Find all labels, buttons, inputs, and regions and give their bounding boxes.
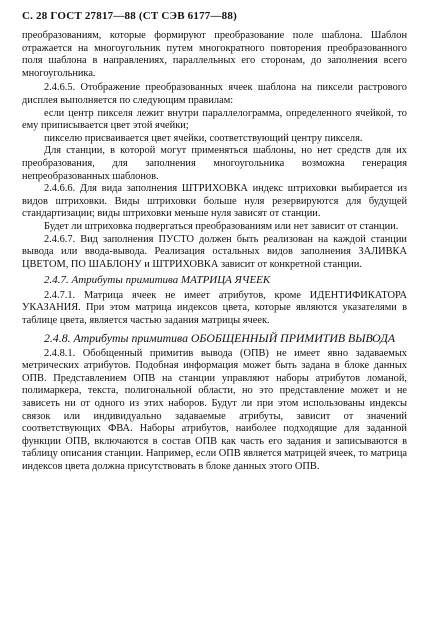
paragraph-2-4-6-7: 2.4.6.7. Вид заполнения ПУСТО должен быть реализован на каждой станции вывода или ввода-вывода. Реализация остальных видов заполнения ЗАЛИВКА ЦВЕТОМ, ПО ШАБЛОНУ и ШТРИХОВКА зависит от конкретной станции.	[22, 233, 407, 270]
paragraph-station-note: Для станции, в которой могут применяться шаблоны, но нет средств для их преобразования, для заполнения многоугольника возможна генерация непреобразованных шаблонов.	[22, 145, 407, 182]
paragraph-rule-1: если центр пикселя лежит внутри параллелограмма, определенного ячейкой, то ему приписывается цвет этой ячейки;	[22, 107, 407, 132]
paragraph-rule-2: пикселю присваивается цвет ячейки, соответствующий центру пикселя.	[44, 132, 363, 144]
paragraph-2-4-8-1: 2.4.8.1. Обобщенный примитив вывода (ОПВ) не имеет явно задаваемых метрических атрибутов. Подобная информация может быть задана в блоке данных ОПВ. Представлением ОПВ на станции управляют наборы атрибутов ломаной, полимаркера, текста, полигональной области, но это представление может и не зависеть ни от одного из этих наборов. Будут ли при этом использованы индексы связок или индивидуально задаваемые атрибуты, зависит от значений соответствующих ФВА. Наборы атрибутов, наиболее подходящие для заданной функции ОПВ, включаются в состав ОПВ как часть его задания и записываются в таблицу описания станции. Например, если ОПВ является матрицей ячеек, то матрица индексов цвета должна присутствовать в блоке данных этого ОПВ.	[22, 347, 407, 472]
paragraph-2-4-7-1: 2.4.7.1. Матрица ячеек не имеет атрибутов, кроме ИДЕНТИФИКАТОРА УКАЗАНИЯ. При этом матрица индексов цвета, которые являются указателями в таблице цвета, является частью задания матрицы ячеек.	[22, 289, 407, 327]
page-header: С. 28 ГОСТ 27817—88 (СТ СЭВ 6177—88)	[22, 10, 237, 22]
paragraph-continuation: преобразованиям, которые формируют преобразование поле шаблона. Шаблон отражается на многоугольник путем многократного повторения преобразованного поля шаблона в направлениях, параллельных его сторонам, до заполнения всего многоугольника.	[22, 30, 407, 79]
document-body	[22, 30, 407, 474]
paragraph-hatch-transform: Будет ли штриховка подвергаться преобразованиям или нет зависит от станции.	[44, 220, 399, 232]
section-heading-2-4-8: 2.4.8. Атрибуты примитива ОБОБЩЕННЫЙ ПРИМИТИВ ВЫВОДА	[44, 330, 396, 345]
paragraph-2-4-6-6: 2.4.6.6. Для вида заполнения ШТРИХОВКА индекс штриховки выбирается из видов штриховки. Виды штриховки больше нуля резервируются для будущей стандартизации; виды штриховки меньше нуля зависят от станции.	[22, 183, 407, 220]
section-heading-2-4-7: 2.4.7. Атрибуты примитива МАТРИЦА ЯЧЕЕК	[44, 274, 271, 287]
paragraph-2-4-6-5: 2.4.6.5. Отображение преобразованных ячеек шаблона на пиксели растрового дисплея выполняется по следующим правилам:	[22, 82, 407, 106]
